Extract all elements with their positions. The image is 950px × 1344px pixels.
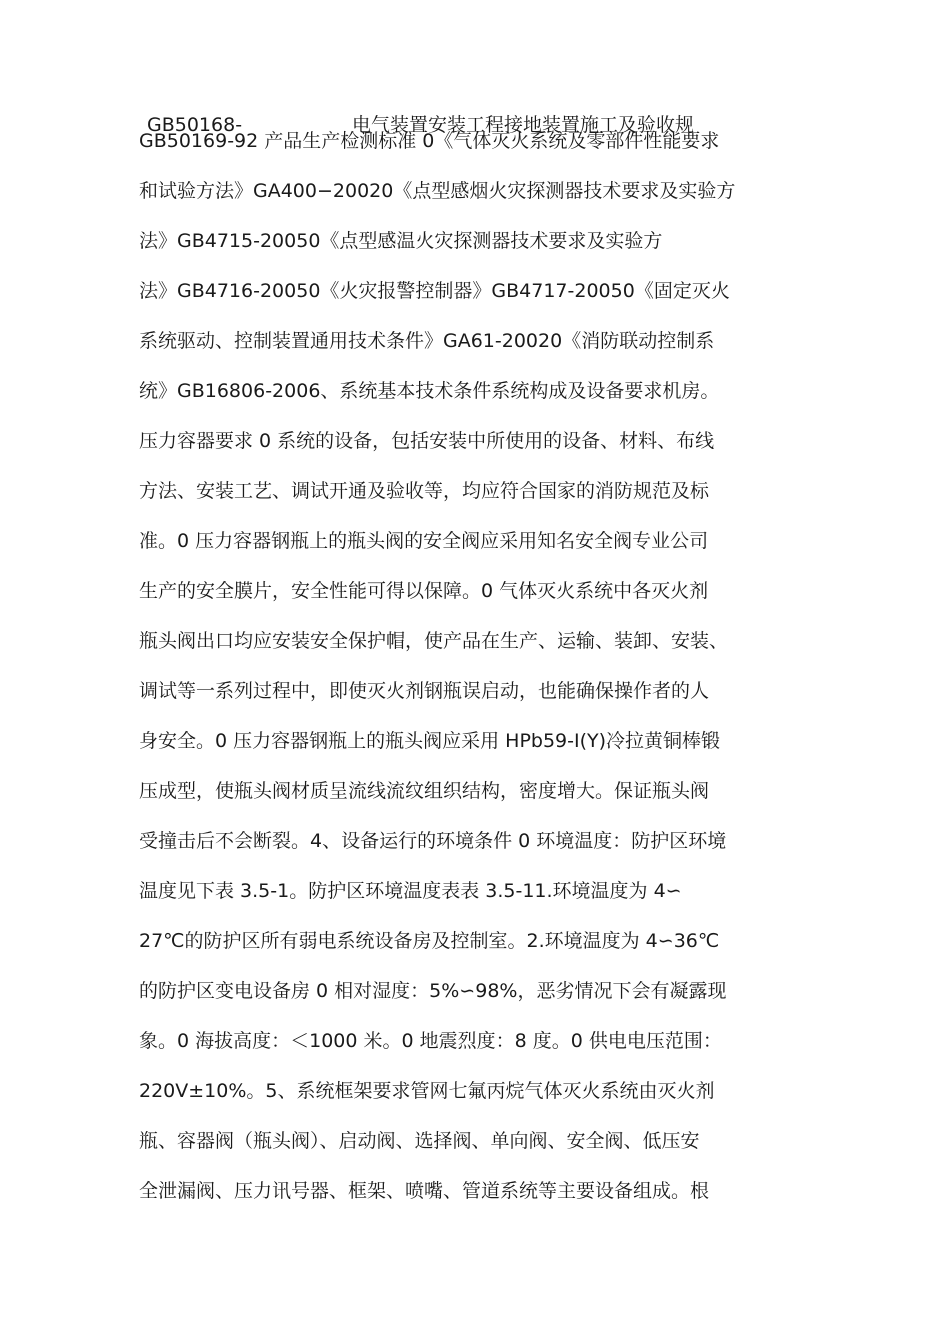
text-line: 方法、安装工艺、调试开通及验收等，均应符合国家的消防规范及标 [139, 480, 710, 502]
text-line: 统》GB16806-2006、系统基本技术条件系统构成及设备要求机房。 [139, 380, 720, 402]
text-line: GB50169-92 产品生产检测标准 0《气体灭火系统及零部件性能要求 [139, 130, 720, 152]
header-standard-title: 电气装置安装工程接地装置施工及验收规 [352, 114, 695, 136]
text-line: 象。0 海拔高度：＜1000 米。0 地震烈度：8 度。0 供电电压范围： [139, 1030, 722, 1052]
text-line: 和试验方法》GA400−20020《点型感烟火灾探测器技术要求及实验方 [139, 180, 736, 202]
text-line: 压力容器要求 0 系统的设备，包括安装中所使用的设备、材料、布线 [139, 430, 715, 452]
text-line: 瓶、容器阀（瓶头阀）、启动阀、选择阀、单向阀、安全阀、低压安 [139, 1130, 700, 1152]
header-standard-code: GB50168- [147, 114, 243, 136]
text-line: 全泄漏阀、压力讯号器、框架、喷嘴、管道系统等主要设备组成。根 [139, 1180, 710, 1202]
text-line: 压成型，使瓶头阀材质呈流线流纹组织结构，密度增大。保证瓶头阀 [139, 780, 710, 802]
text-line: 准。0 压力容器钢瓶上的瓶头阀的安全阀应采用知名安全阀专业公司 [139, 530, 709, 552]
text-line: 法》GB4715-20050《点型感温火灾探测器技术要求及实验方 [139, 230, 663, 252]
text-line: 27℃的防护区所有弱电系统设备房及控制室。2.环境温度为 4∽36℃ [139, 930, 720, 952]
text-line: 220V±10%。5、系统框架要求管网七氟丙烷气体灭火系统由灭火剂 [139, 1080, 715, 1102]
text-line: 调试等一系列过程中，即使灭火剂钢瓶误启动，也能确保操作者的人 [139, 680, 710, 702]
text-line: 瓶头阀出口均应安装安全保护帽，使产品在生产、运输、装卸、安装、 [139, 630, 729, 652]
text-line: 系统驱动、控制装置通用技术条件》GA61-20020《消防联动控制系 [139, 330, 715, 352]
body-paragraph [139, 126, 839, 1226]
text-line: 身安全。0 压力容器钢瓶上的瓶头阀应采用 HPb59-I(Y)冷拉黄铜棒锻 [139, 730, 721, 752]
text-line: 受撞击后不会断裂。4、设备运行的环境条件 0 环境温度：防护区环境 [139, 830, 727, 852]
text-line: 生产的安全膜片，安全性能可得以保障。0 气体灭火系统中各灭火剂 [139, 580, 709, 602]
text-line: 法》GB4716-20050《火灾报警控制器》GB4717-20050《固定灭火 [139, 280, 730, 302]
text-line: 温度见下表 3.5-1。防护区环境温度表表 3.5-11.环境温度为 4∽ [139, 880, 682, 902]
text-line: 的防护区变电设备房 0 相对湿度：5%∽98%，恶劣情况下会有凝露现 [139, 980, 727, 1002]
